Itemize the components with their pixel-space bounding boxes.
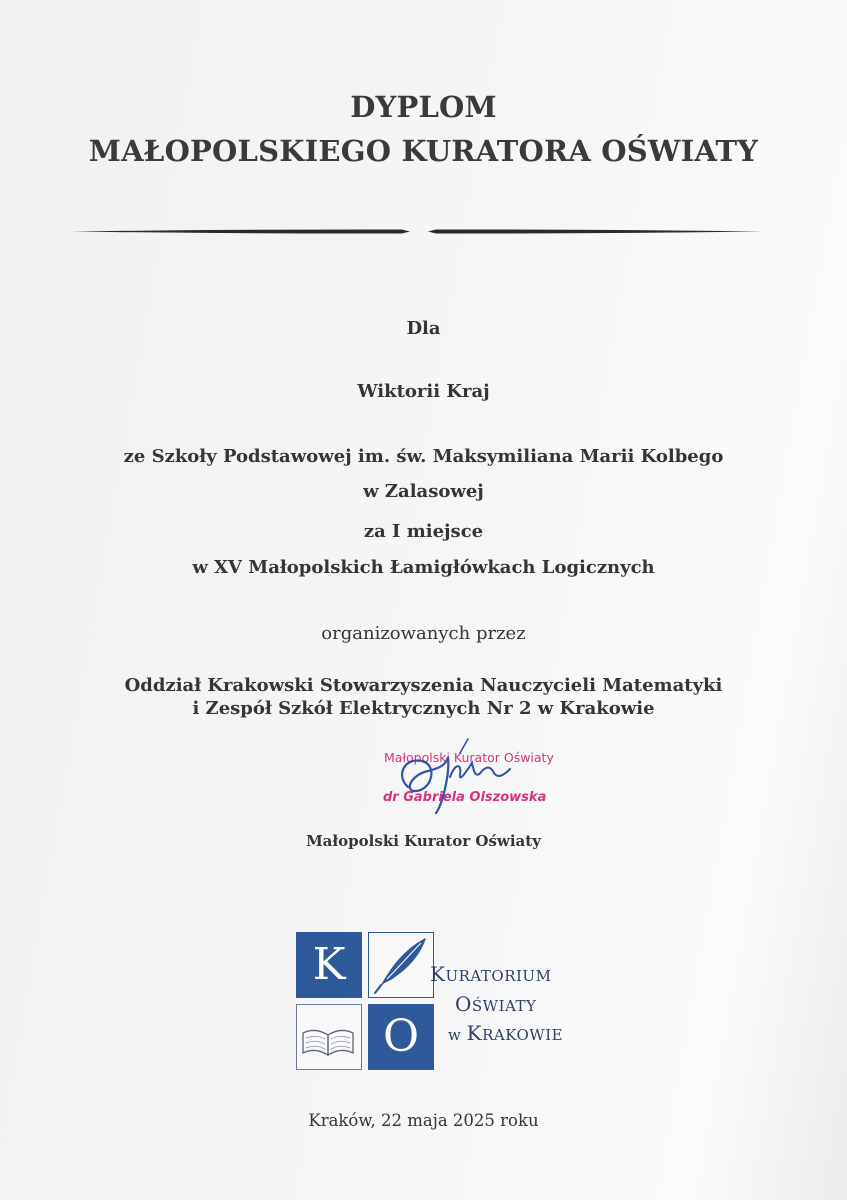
stamp-name: dr Gabriela Olszowska [383,790,547,805]
award-place: za I miejsce [363,521,484,542]
open-book-icon [296,1004,362,1070]
logo-text-rest: URATORIUM [445,967,552,985]
logo-text-initial: K [430,962,446,986]
organizer-line-2: i Zespół Szkół Elektrycznych Nr 2 w Krakowie [192,698,655,719]
handwritten-signature [390,735,540,815]
logo-text-lower: w [448,1026,467,1044]
decorative-rule-left [72,228,410,235]
logo-letter-o: O [382,1011,420,1062]
logo-text-line-1 [430,962,551,986]
quill-icon [368,932,434,998]
recipient-name: Wiktorii Kraj [357,381,490,402]
competition-name: w XV Małopolskich Łamigłówkach Logicznych [192,557,655,578]
logo-letter-k: K [312,939,346,990]
school-line-1: ze Szkoły Podstawowej im. św. Maksymiliana Marii Kolbego [123,446,724,467]
logo-text-line-3 [448,1021,563,1045]
logo-o-tile [368,1004,434,1070]
logo-text-rest: ŚWIATY [471,997,537,1015]
school-line-2: w Zalasowej [363,481,484,502]
logo-k-tile [296,932,362,998]
logo-text-initial: O [455,992,472,1016]
for-label: Dla [406,318,441,339]
logo-text-initial: K [466,1021,483,1045]
organizer-line-1: Oddział Krakowski Stowarzyszenia Nauczycieli Matematyki [124,675,723,696]
place-and-date: Kraków, 22 maja 2025 roku [308,1111,539,1130]
signatory-title: Małopolski Kurator Oświaty [306,832,541,850]
decorative-rule-right [428,228,764,235]
organized-by-label: organizowanych przez [321,623,526,644]
logo-text-line-2 [455,992,536,1016]
stamp-title: Małopolski Kurator Oświaty [384,750,554,765]
diploma-title: DYPLOM [350,90,497,124]
logo-text-rest: RAKOWIE [482,1026,564,1044]
diploma-subtitle: MAŁOPOLSKIEGO KURATORA OŚWIATY [88,134,759,168]
